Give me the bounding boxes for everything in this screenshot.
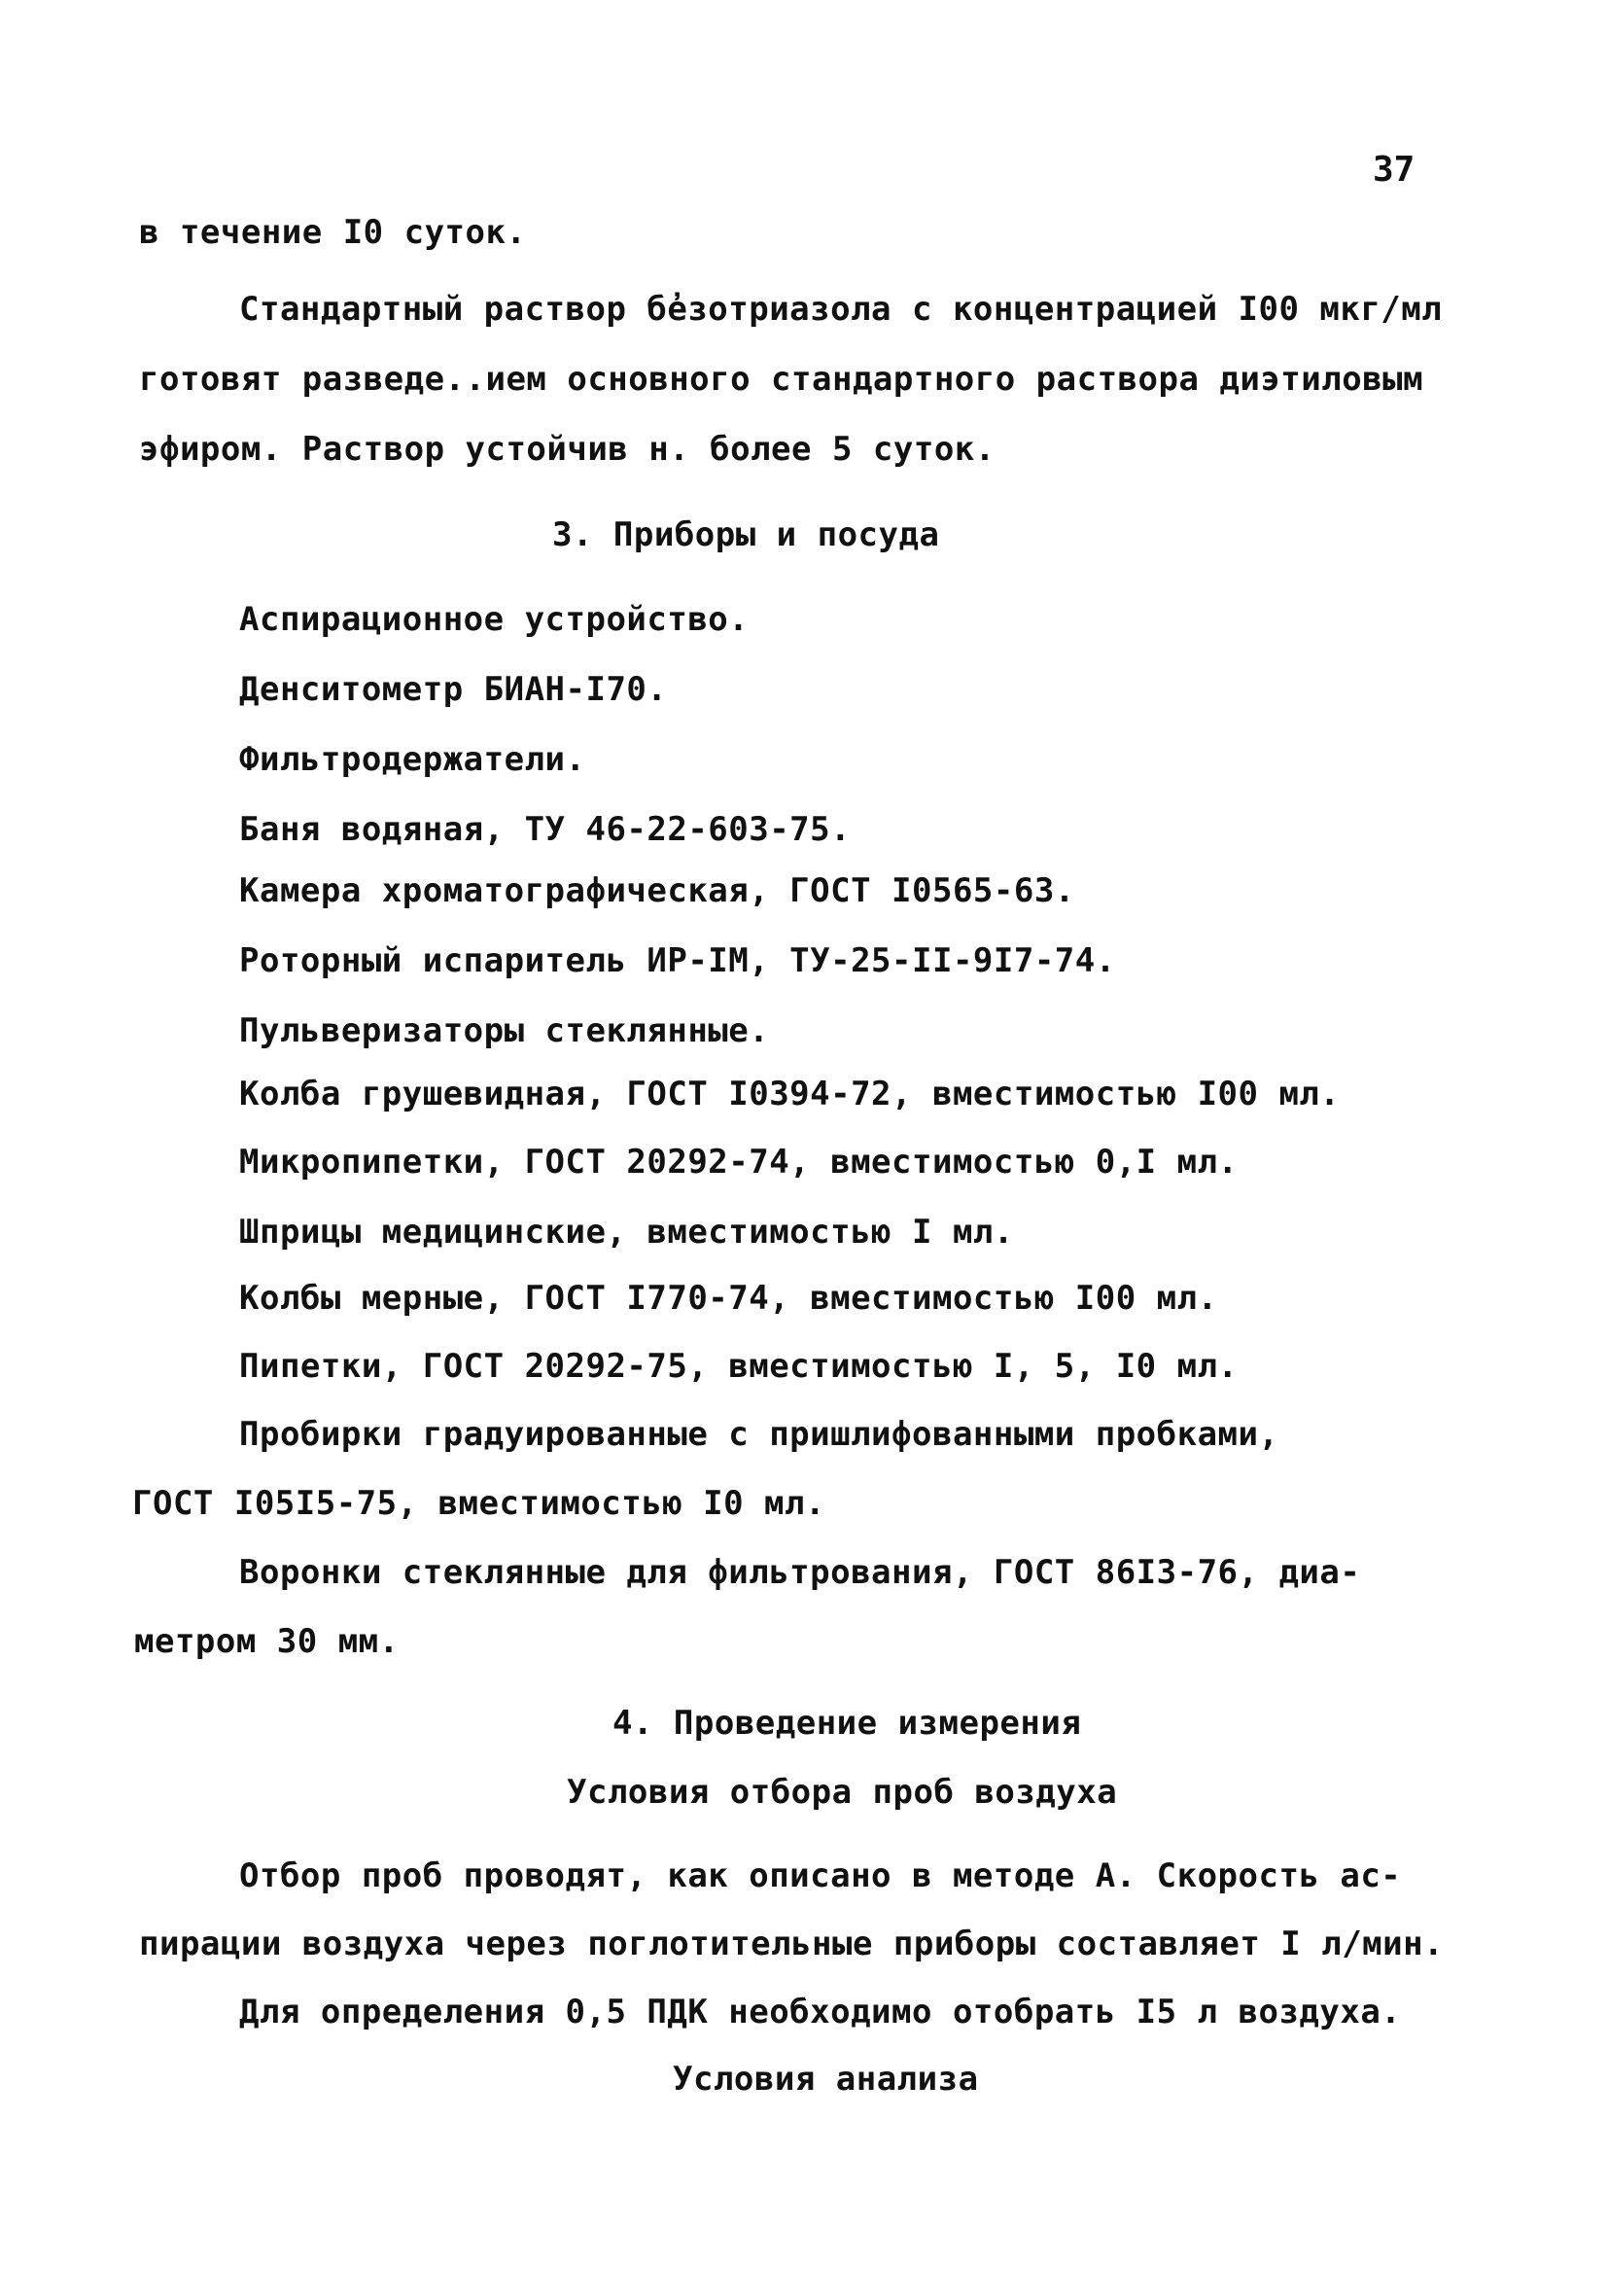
list-item-continuation: метром 30 мм.	[134, 1622, 400, 1661]
list-item: Шприцы медицинские, вместимостью I мл.	[239, 1213, 1014, 1252]
section-heading: 4. Проведение измерения	[612, 1704, 1082, 1743]
list-item-continuation: ГОСТ I05I5-75, вместимостью I0 мл.	[132, 1484, 825, 1523]
section-heading: 3. Приборы и посуда	[552, 515, 940, 554]
page-number: 37	[1373, 150, 1416, 190]
text-line: пирации воздуха через поглотительные приборы составляет I л/мин.	[139, 1925, 1445, 1963]
list-item: Микропипетки, ГОСТ 20292-74, вместимостью 0,I мл.	[239, 1143, 1239, 1182]
subsection-heading: Условия анализа	[673, 2060, 979, 2099]
text-line: Отбор проб проводят, как описано в методе А. Скорость ас-	[239, 1856, 1402, 1895]
list-item: Пипетки, ГОСТ 20292-75, вместимостью I, 5, I0 мл.	[239, 1347, 1239, 1386]
list-item: Воронки стеклянные для фильтрования, ГОСТ 86I3-76, диа-	[239, 1553, 1361, 1592]
text-line: эфиром. Раствор устойчив н. более 5 суток.	[139, 430, 996, 469]
subsection-heading: Условия отбора проб воздуха	[567, 1773, 1118, 1812]
list-item: Камера хроматографическая, ГОСТ I0565-63.	[239, 871, 1075, 910]
list-item: Пульверизаторы стеклянные.	[239, 1011, 770, 1050]
list-item: Колбы мерные, ГОСТ I770-74, вместимостью I00 мл.	[239, 1279, 1218, 1318]
text-line: в течение I0 суток.	[139, 213, 527, 252]
list-item: Роторный испаритель ИР-IМ, ТУ-25-II-9I7-74.	[239, 941, 1116, 980]
list-item: Колба грушевидная, ГОСТ I0394-72, вместимостью I00 мл.	[239, 1075, 1341, 1113]
list-item: Денситометр БИАН-I70.	[239, 670, 668, 709]
list-item: Баня водяная, ТУ 46-22-603-75.	[239, 810, 852, 849]
list-item: Пробирки градуированные с пришлифованными пробками,	[239, 1415, 1279, 1454]
text-line: Для определения 0,5 ПДК необходимо отобрать I5 л воздуха.	[239, 1993, 1402, 2031]
text-line: Стандартный раствор бе̓зотриазола с концентрацией I00 мкг/мл	[239, 290, 1443, 329]
text-line: готовят разведе..ием основного стандартного раствора диэтиловым	[139, 360, 1424, 399]
list-item: Фильтродержатели.	[239, 740, 586, 779]
list-item: Аспирационное устройство.	[239, 600, 750, 639]
